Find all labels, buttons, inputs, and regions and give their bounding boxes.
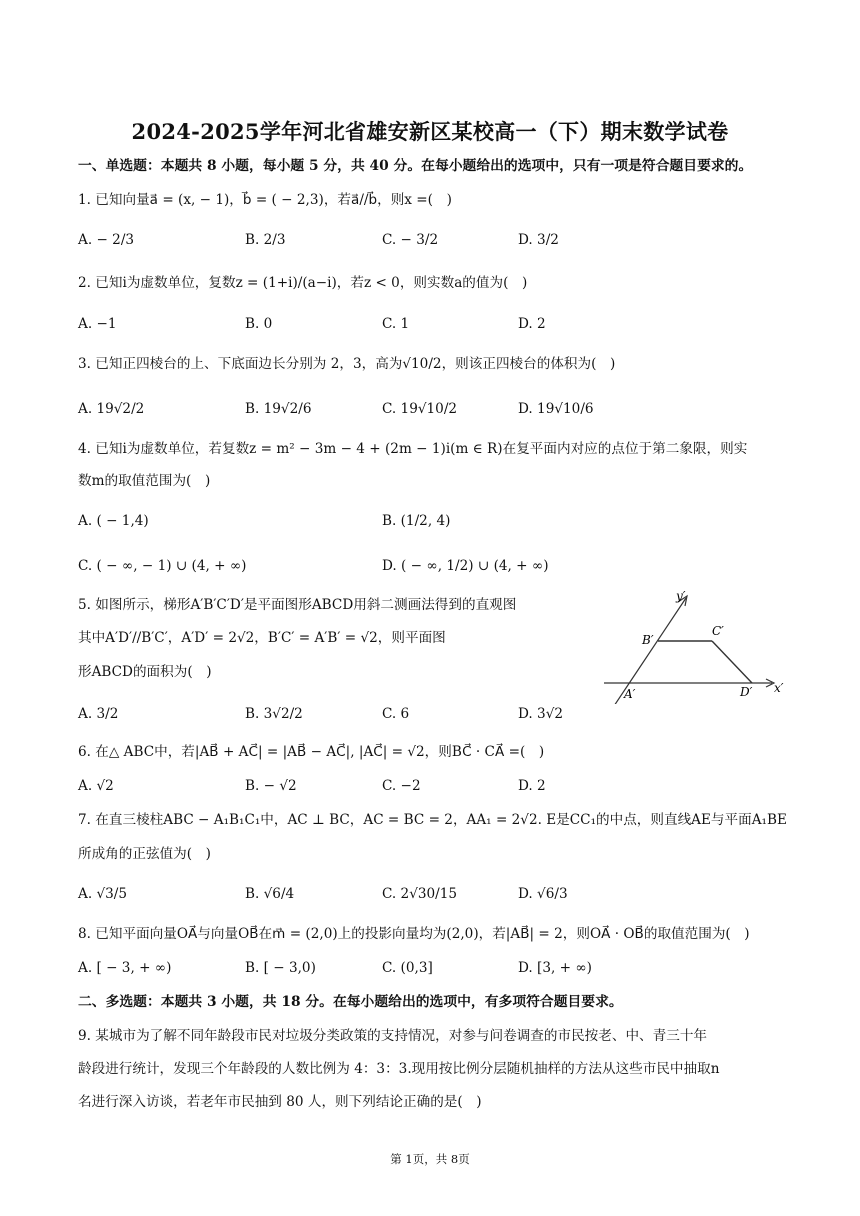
question-8-stem: 8. 已知平面向量OA⃗与向量OB⃗在m⃗ = (2,0)上的投影向量均为(2,0)，若|AB⃗| = 2，则OA⃗ · OB⃗的取值范围为( )	[78, 926, 750, 942]
section-heading-multiple-choice: 二、多选题：本题共 3 小题，共 18 分。在每小题给出的选项中，有多项符合题目要求。	[78, 994, 623, 1010]
segment-c-d	[712, 641, 752, 683]
q7-option-a: A. √3/5	[78, 886, 127, 902]
q2-option-c: C. 1	[382, 316, 410, 332]
question-5-stem-line3: 形ABCD的面积为( )	[78, 664, 212, 680]
q8-option-a: A. [ − 3, + ∞)	[78, 960, 172, 976]
q6-option-a: A. √2	[78, 778, 114, 794]
trapezoid-intuitive-figure	[600, 588, 790, 704]
q4-option-c: C. ( − ∞, − 1) ∪ (4, + ∞)	[78, 558, 247, 574]
q8-option-c: C. (0,3]	[382, 960, 433, 976]
label-point-c: C′	[712, 624, 724, 638]
label-point-a: A′	[624, 687, 636, 701]
label-x-axis: x′	[774, 681, 784, 695]
q1-option-a: A. − 2/3	[78, 232, 135, 248]
q1-option-b: B. 2/3	[245, 232, 286, 248]
q5-option-d: D. 3√2	[518, 706, 564, 722]
question-1-stem: 1. 已知向量a⃗ = (x, − 1)，b⃗ = ( − 2,3)，若a⃗//b⃗，则x =( )	[78, 192, 452, 208]
q8-option-b: B. [ − 3,0)	[245, 960, 316, 976]
label-point-d: D′	[740, 685, 753, 699]
q7-option-c: C. 2√30/15	[382, 886, 458, 902]
q1-option-d: D. 3/2	[518, 232, 559, 248]
question-7-stem-line2: 所成角的正弦值为( )	[78, 846, 211, 862]
q7-option-d: D. √6/3	[518, 886, 568, 902]
question-2-stem: 2. 已知i为虚数单位，复数z = (1+i)/(a−i)，若z < 0，则实数a的值为( )	[78, 275, 528, 291]
question-4-stem-line2: 数m的取值范围为( )	[78, 473, 211, 489]
question-4-stem-line1: 4. 已知i为虚数单位，若复数z = m² − 3m − 4 + (2m − 1)i(m ∈ R)在复平面内对应的点位于第二象限，则实	[78, 441, 748, 457]
q7-option-b: B. √6/4	[245, 886, 295, 902]
q1-option-c: C. − 3/2	[382, 232, 439, 248]
q3-option-d: D. 19√10/6	[518, 401, 594, 417]
page-footer: 第 1页，共 8页	[390, 1152, 470, 1166]
q3-option-b: B. 19√2/6	[245, 401, 312, 417]
q6-option-b: B. − √2	[245, 778, 297, 794]
label-y-axis: y′	[676, 589, 686, 603]
label-point-b: B′	[642, 633, 654, 647]
q3-option-c: C. 19√10/2	[382, 401, 458, 417]
question-9-stem-line1: 9. 某城市为了解不同年龄段市民对垃圾分类政策的支持情况，对参与问卷调查的市民按老、中、青三十年	[78, 1028, 708, 1044]
q6-option-d: D. 2	[518, 778, 546, 794]
question-7-stem-line1: 7. 在直三棱柱ABC − A₁B₁C₁中，AC ⊥ BC，AC = BC = 2，AA₁ = 2√2. E是CC₁的中点，则直线AE与平面A₁BE	[78, 812, 787, 828]
question-3-stem: 3. 已知正四棱台的上、下底面边长分别为 2，3，高为√10/2，则该正四棱台的体积为( )	[78, 356, 616, 372]
question-9-stem-line3: 名进行深入访谈，若老年市民抽到 80 人，则下列结论正确的是( )	[78, 1094, 482, 1110]
question-9-stem-line2: 龄段进行统计，发现三个年龄段的人数比例为 4：3：3.现用按比例分层随机抽样的方法从这些市民中抽取n	[78, 1061, 720, 1077]
q5-option-b: B. 3√2/2	[245, 706, 303, 722]
q2-option-d: D. 2	[518, 316, 546, 332]
question-6-stem: 6. 在△ ABC中，若|AB⃗ + AC⃗| = |AB⃗ − AC⃗|, |AC⃗| = √2，则BC⃗ · CA⃗ =( )	[78, 744, 545, 760]
question-5-stem-line1: 5. 如图所示，梯形A′B′C′D′是平面图形ABCD用斜二测画法得到的直观图	[78, 597, 517, 613]
q2-option-b: B. 0	[245, 316, 273, 332]
exam-title: 2024-2025学年河北省雄安新区某校高一（下）期末数学试卷	[131, 119, 729, 144]
q4-option-d: D. ( − ∞, 1/2) ∪ (4, + ∞)	[382, 558, 549, 574]
q3-option-a: A. 19√2/2	[78, 401, 145, 417]
q6-option-c: C. −2	[382, 778, 421, 794]
q2-option-a: A. −1	[78, 316, 117, 332]
q5-option-c: C. 6	[382, 706, 410, 722]
question-5-stem-line2: 其中A′D′//B′C′，A′D′ = 2√2，B′C′ = A′B′ = √2，则平面图	[78, 630, 446, 646]
q5-option-a: A. 3/2	[78, 706, 119, 722]
q4-option-b: B. (1/2, 4)	[382, 513, 451, 529]
q8-option-d: D. [3, + ∞)	[518, 960, 592, 976]
section-heading-single-choice: 一、单选题：本题共 8 小题，每小题 5 分，共 40 分。在每小题给出的选项中，只有一项是符合题目要求的。	[78, 158, 753, 174]
q4-option-a: A. ( − 1,4)	[78, 513, 149, 529]
